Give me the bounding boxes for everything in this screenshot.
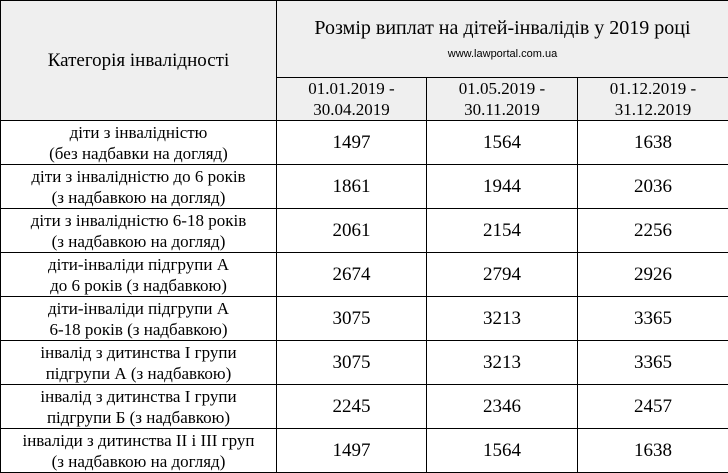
amount-cell: 1944 — [427, 165, 578, 209]
category-header: Категорія інвалідності — [1, 1, 277, 121]
category-cell: діти-інваліди підгрупи А 6-18 років (з надбавкою) — [1, 297, 277, 341]
table-row — [1, 385, 728, 429]
amount-cell: 3213 — [427, 297, 578, 341]
amount-cell: 3075 — [277, 297, 427, 341]
table-row — [1, 297, 728, 341]
table-row — [1, 209, 728, 253]
period-header: 01.12.2019 - 31.12.2019 — [578, 78, 728, 121]
period-header: 01.05.2019 - 30.11.2019 — [427, 78, 578, 121]
amount-cell: 2061 — [277, 209, 427, 253]
amount-cell: 1564 — [427, 429, 578, 473]
category-cell: діти з інвалідністю 6-18 років (з надбавкою на догляд) — [1, 209, 277, 253]
category-cell: діти з інвалідністю до 6 років (з надбавкою на догляд) — [1, 165, 277, 209]
amount-cell: 3075 — [277, 341, 427, 385]
amount-cell: 1861 — [277, 165, 427, 209]
amount-cell: 3213 — [427, 341, 578, 385]
amount-cell: 2674 — [277, 253, 427, 297]
amount-cell: 1497 — [277, 429, 427, 473]
amount-cell: 2036 — [578, 165, 728, 209]
amount-cell: 3365 — [578, 341, 728, 385]
category-cell: інваліди з дитинства ІІ і ІІІ груп (з надбавкою на догляд) — [1, 429, 277, 473]
category-cell: діти-інваліди підгрупи А до 6 років (з надбавкою) — [1, 253, 277, 297]
period-header: 01.01.2019 - 30.04.2019 — [277, 78, 427, 121]
amount-cell: 1497 — [277, 121, 427, 165]
amount-cell: 2256 — [578, 209, 728, 253]
table-row — [1, 121, 728, 165]
table-row — [1, 165, 728, 209]
table-row — [1, 429, 728, 473]
table-title-cell — [277, 1, 728, 78]
source-url: www.lawportal.com.ua — [277, 46, 728, 62]
category-cell: інвалід з дитинства І групи підгрупи Б (з надбавкою) — [1, 385, 277, 429]
amount-cell: 2926 — [578, 253, 728, 297]
table-title: Розмір виплат на дітей-інвалідів у 2019 році — [277, 16, 728, 40]
amount-cell: 1638 — [578, 429, 728, 473]
table-row — [1, 253, 728, 297]
category-cell: діти з інвалідністю (без надбавки на догляд) — [1, 121, 277, 165]
amount-cell: 2245 — [277, 385, 427, 429]
amount-cell: 2154 — [427, 209, 578, 253]
amount-cell: 3365 — [578, 297, 728, 341]
amount-cell: 2346 — [427, 385, 578, 429]
amount-cell: 1638 — [578, 121, 728, 165]
category-cell: інвалід з дитинства І групи підгрупи А (з надбавкою) — [1, 341, 277, 385]
table-row — [1, 341, 728, 385]
amount-cell: 2794 — [427, 253, 578, 297]
amount-cell: 1564 — [427, 121, 578, 165]
amount-cell: 2457 — [578, 385, 728, 429]
